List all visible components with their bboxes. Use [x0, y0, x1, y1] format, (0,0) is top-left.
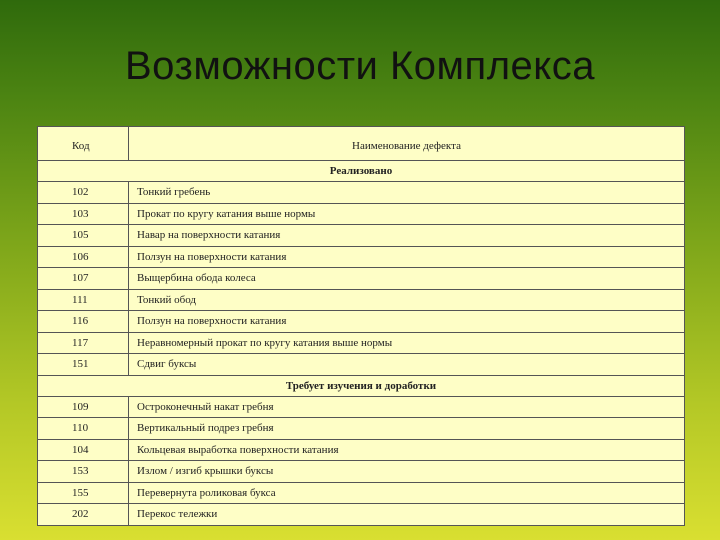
defect-code: 105: [38, 225, 129, 247]
defect-name: Ползун на поверхности катания: [129, 311, 685, 333]
defect-code: 117: [38, 332, 129, 354]
table-row: [38, 311, 685, 333]
section-row: [38, 375, 685, 396]
defect-name: Перевернута роликовая букса: [129, 482, 685, 504]
defect-table-body: [38, 127, 685, 526]
defect-code: 155: [38, 482, 129, 504]
defect-code: 153: [38, 461, 129, 483]
table-row: [38, 225, 685, 247]
table-row: [38, 461, 685, 483]
table-row: [38, 504, 685, 526]
table-row: [38, 203, 685, 225]
defect-code: 109: [38, 396, 129, 418]
table-row: [38, 332, 685, 354]
defect-code: 202: [38, 504, 129, 526]
defect-name: Сдвиг буксы: [129, 354, 685, 376]
table-row: [38, 246, 685, 268]
defect-name: Кольцевая выработка поверхности катания: [129, 439, 685, 461]
table-row: [38, 354, 685, 376]
defect-name: Остроконечный накат гребня: [129, 396, 685, 418]
defect-table: [37, 126, 685, 526]
slide-title: Возможности Комплекса: [125, 44, 595, 88]
defect-code: 107: [38, 268, 129, 290]
defect-code: 106: [38, 246, 129, 268]
defect-name: Ползун на поверхности катания: [129, 246, 685, 268]
table-row: [38, 182, 685, 204]
defect-code: 104: [38, 439, 129, 461]
section-row: [38, 161, 685, 182]
defect-code: 111: [38, 289, 129, 311]
table-header-row: [38, 127, 685, 161]
defect-name: Перекос тележки: [129, 504, 685, 526]
table-row: [38, 289, 685, 311]
defect-name: Тонкий обод: [129, 289, 685, 311]
defect-code: 103: [38, 203, 129, 225]
table-row: [38, 482, 685, 504]
defect-name: Выщербина обода колеса: [129, 268, 685, 290]
section-label: Реализовано: [38, 161, 685, 182]
defect-name: Навар на поверхности катания: [129, 225, 685, 247]
section-label: Требует изучения и доработки: [38, 375, 685, 396]
defect-code: 110: [38, 418, 129, 440]
header-code: Код: [38, 127, 129, 161]
defect-name: Неравномерный прокат по кругу катания выше нормы: [129, 332, 685, 354]
table-row: [38, 418, 685, 440]
header-name: Наименование дефекта: [129, 127, 685, 161]
defect-name: Вертикальный подрез гребня: [129, 418, 685, 440]
defect-code: 151: [38, 354, 129, 376]
table-row: [38, 396, 685, 418]
defect-name: Излом / изгиб крышки буксы: [129, 461, 685, 483]
defect-name: Прокат по кругу катания выше нормы: [129, 203, 685, 225]
defect-code: 102: [38, 182, 129, 204]
defect-name: Тонкий гребень: [129, 182, 685, 204]
defect-code: 116: [38, 311, 129, 333]
table-row: [38, 439, 685, 461]
table-row: [38, 268, 685, 290]
